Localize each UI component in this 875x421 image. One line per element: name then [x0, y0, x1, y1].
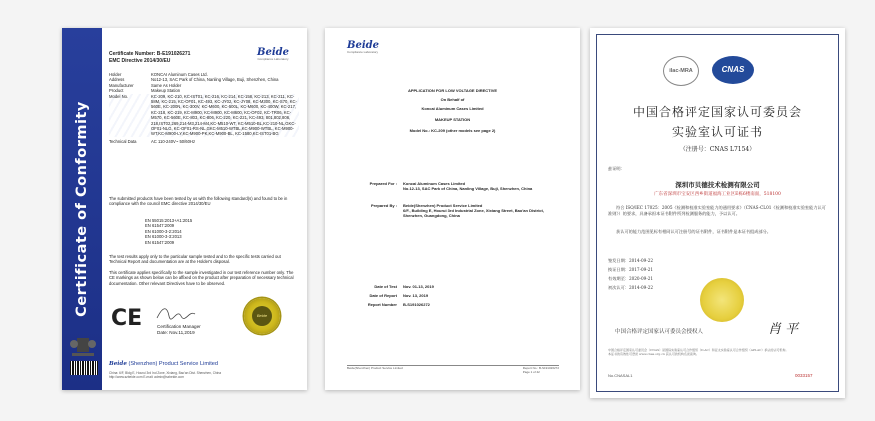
prepared-for: Prepared For : Koncai Aluminum Cases Limited No.12-13, SAC Park of China, Nanling Village, Buji, Shenzhen, China [369, 181, 533, 192]
cnas-title: 中国合格评定国家认可委员会 [632, 105, 802, 119]
footer-address: China: 6/F, Bldg E, Hourui 3rd Ind Zone, Xixiang, Bao'an Dist. Shenzhen, China [109, 371, 222, 375]
barcode [70, 361, 98, 375]
on-behalf-of: On Behalf of [440, 97, 465, 103]
band-title: Certificate of Conformity [74, 101, 90, 317]
field-manufacturer: Manufacturer Same As Holder [109, 82, 182, 88]
certificate-subtitle: 实验室认可证书 [671, 125, 763, 139]
lvd-test-report [325, 28, 580, 390]
report-model: Model No.: KC-209 (other models see page 2) [409, 127, 496, 133]
registration-number: （注册号：CNAS L7154） [679, 146, 756, 153]
certificate-dates: 签发日期：2014-09-22 换证日期：2017-09-21 有效期至：2020-09-21 初次认可：2014-09-22 [608, 258, 654, 290]
beide-logo-sub: Compliance Laboratory [347, 50, 379, 54]
gold-seal-label: Beide [252, 306, 272, 326]
report-title: APPLICATION FOR LOW VOLTAGE DIRECTIVE [407, 88, 498, 93]
report-company: Koncai Aluminum Cases Limited [421, 106, 484, 112]
field-holder: Holder KONCAI Aluminum Cases Ltd. [109, 72, 208, 77]
gold-seal [244, 298, 280, 334]
test-results-paragraph: The test results apply only to the particular sample tested and to the specific tests carried out Technical Report and documentation are at the Holder's disposal. [109, 254, 281, 265]
standards-list: EN 55015:2013+A1:2015 EN 61547:2009 EN 61000-3-2:2014 EN 61000-3-3:2013 EN 61547:2009 [145, 218, 193, 245]
certificate-number: Certificate Number: B-E191026271 [109, 51, 191, 57]
manager-signature [155, 304, 197, 322]
ce-marking-paragraph: This certificate applies specifically to the sample investigated in our test reference number only. The CE markings as shown below can be affixed on the product after preparation of necessary technical documentation. Other relevant Directives have to be observed. [109, 270, 294, 286]
certificate-date: Date: Nov.11,2019 [157, 330, 195, 335]
beide-logo-sub: Compliance Laboratory [257, 57, 289, 61]
coat-of-arms-icon [69, 334, 97, 358]
signature: 肖 平 [768, 322, 799, 337]
compliance-paragraph: The submitted products have been tested by us with the following standard(s) and found to be in compliance with the council EMC directive 2014/30/EU [109, 196, 288, 207]
cnas-accreditation-certificate [590, 28, 845, 398]
footer-beide-logo: Beide [109, 361, 127, 367]
lab-address: 广东省深圳市宝安区西乡街道福海工业区E栋6楼南面，518100 [654, 192, 781, 197]
report-number: Report Number B-S191026272 [367, 302, 430, 307]
certification-manager-label: Certification Manager [157, 324, 201, 329]
footer-company-name: (Shenzhen) Product Service Limited [128, 361, 218, 367]
ce-mark: CE [111, 306, 143, 331]
lab-name: 深圳市贝德技术检测有限公司 [675, 181, 760, 189]
report-product: MAKEUP STATION [434, 116, 471, 122]
cnas-logo: CNAS [712, 56, 754, 84]
field-address: Address No12-13, SAC Park of China, Nanling Village, Buji, Shenzhen, China [109, 77, 279, 83]
report-footer: Beide(Shenzhen) Product Service Limited Report No.: B-S191026272 Page 1 of 42 [347, 366, 559, 374]
beide-logo: Beide [257, 47, 289, 58]
emc-directive: EMC Directive 2014/30/EU [109, 58, 171, 64]
accreditation-body: 符合 ISO/IEC 17025：2005《检测和校准实验室能力的通用要求》（CNAS-CL01《检测和校准实验室能力认可准则》）的要求，具备承担本证书附件所列检测服务的能力，予以认可。 [608, 205, 826, 216]
field-technical-data: Technical Data AC 110-240V~ 50/60Hz [109, 138, 196, 144]
field-product: Product Makeup Station [109, 88, 181, 94]
serial-number: 0033157 [795, 373, 813, 378]
certificate-of-conformity [62, 28, 307, 390]
authorized-signatory: 中国合格评定国家认可委员会授权人 [615, 329, 704, 335]
date-of-test: Date of Test Nov. 01-13, 2019 [374, 284, 434, 289]
cert-holder-label: 兹证明： [608, 166, 625, 171]
beide-logo: Beide [347, 40, 379, 51]
ilac-mra-logo: ilac-MRA [663, 56, 699, 86]
footer-contact: http://www.szbeide.com E-mail: admin@szbeide.com [109, 375, 184, 379]
date-of-report: Date of Report Nov. 13, 2019 [369, 293, 429, 298]
certificate-body [107, 28, 302, 390]
gold-seal [700, 278, 744, 322]
report-body [325, 28, 580, 390]
prepared-by: Prepared By : Beide(Shenzhen) Product Service Limited 6/F., Building E, Hourui 3rd Industrial Zone, Xixiang Street, Bao'an District, Shenzhen, Guangdong, China [370, 203, 544, 219]
scope-note: 获认可的能力范围见标有相同认可注册号的证书附件，证书附件是本证书组成部分。 [616, 229, 771, 234]
field-model: Model No. KC-209, KC-210, KC-IST01, KC-216, KC-214, KC-158, KC-213, KC-211, KC-58M, KC-215, KC-OF01, KC-493, KC-JY02, KC-JY08, KC-M300, KC-S70, KC-560E, KC-200N, KC-300V, KC-M600, KC-500L, KC-M600, KC-400W, KC-217, KC-218, KC-219, KC-M900, KC-M900, KC-M600, KC-OF02, KC-TR06, KC-M570, KC-560E, KC-803, KC-806, KC-220, KC-221, KC-493, 801,802,806, 218,IST02,269,214-M3,214-M4,KC-M510-WT, KC-M510-BL,KC-210-NL,GKC-OF01-NLG, KC-OF01-RS-NL,GKC-M510-WTBL,KC-M900-WTBL, KC-M900-WT,KC-M900-LY,KC-M900-PK,KC-M900-BL, KC-1580,KC-IST01-BG [109, 94, 299, 137]
document-number: No.CNASAL1 [608, 373, 633, 378]
fine-print: 中国合格评定国家认可委员会（CNAS）是国际实验室认可合作组织（ILAC）和亚太实验室认可合作组织（APLAC）承认的认可机构。 本证书的有效性可登录 www.cnas.org.cn 获认可的机构名录查询。 [608, 348, 789, 356]
